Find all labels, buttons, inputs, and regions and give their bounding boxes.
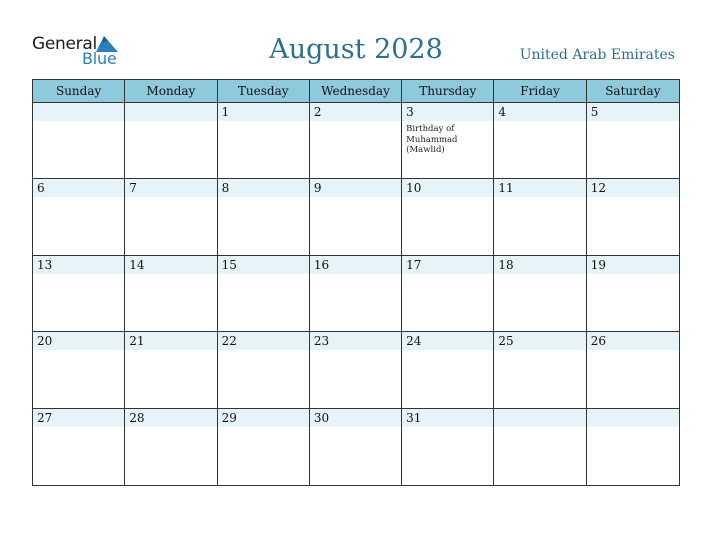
day-cell xyxy=(218,103,310,179)
day-number: 18 xyxy=(498,257,514,272)
day-cell xyxy=(310,409,402,485)
day-number-band xyxy=(310,103,401,121)
weekday-header-sunday: Sunday xyxy=(33,80,125,103)
day-cell xyxy=(33,179,125,255)
day-number: 31 xyxy=(406,410,422,425)
weekday-header-monday: Monday xyxy=(125,80,217,103)
day-cell xyxy=(587,179,679,255)
day-number: 16 xyxy=(313,257,330,272)
weekday-header-friday: Friday xyxy=(494,80,586,103)
day-number: 15 xyxy=(221,257,237,272)
day-number: 21 xyxy=(129,334,145,349)
weekday-header-tuesday: Tuesday xyxy=(218,80,310,103)
day-number-band xyxy=(587,103,679,121)
day-cell xyxy=(33,409,125,485)
day-cell xyxy=(587,409,679,485)
day-number: 8 xyxy=(221,181,230,196)
day-number: 25 xyxy=(498,334,514,349)
day-cell xyxy=(310,256,402,332)
day-cell xyxy=(218,332,310,408)
day-cell xyxy=(125,256,217,332)
day-number: 6 xyxy=(37,181,45,196)
day-cell xyxy=(587,103,679,179)
day-cell xyxy=(218,256,310,332)
day-number: 24 xyxy=(406,334,422,349)
weekday-header-saturday: Saturday xyxy=(587,80,679,103)
day-cell xyxy=(494,332,586,408)
day-number-band xyxy=(33,103,124,121)
day-number-band xyxy=(494,103,585,121)
day-number: 11 xyxy=(498,181,514,196)
day-cell xyxy=(494,103,586,179)
day-number: 26 xyxy=(590,334,606,349)
day-cell xyxy=(402,409,494,485)
calendar-title: August 2028 xyxy=(269,34,443,65)
day-number-band xyxy=(402,103,493,121)
day-cell xyxy=(33,332,125,408)
day-cell xyxy=(494,409,586,485)
day-number-band xyxy=(494,409,585,427)
day-cell xyxy=(125,332,217,408)
day-number: 27 xyxy=(37,410,53,425)
day-cell xyxy=(494,179,586,255)
day-cell xyxy=(33,103,125,179)
calendar-grid xyxy=(32,79,680,486)
day-number: 17 xyxy=(406,257,422,272)
day-cell xyxy=(125,179,217,255)
country-label: United Arab Emirates xyxy=(519,47,675,63)
logo-text-blue: Blue xyxy=(82,49,117,68)
day-cell xyxy=(587,332,679,408)
day-number: 28 xyxy=(129,410,145,425)
day-cell xyxy=(218,409,310,485)
day-number: 19 xyxy=(590,257,606,272)
day-number: 3 xyxy=(406,105,414,119)
day-number: 12 xyxy=(590,181,606,196)
day-number: 10 xyxy=(406,181,422,196)
day-number: 29 xyxy=(221,410,237,425)
day-cell xyxy=(587,256,679,332)
logo-text-general: General xyxy=(32,34,97,54)
day-cell xyxy=(402,332,494,408)
day-number: 20 xyxy=(37,334,53,349)
day-number-band xyxy=(125,103,216,121)
weekday-header-thursday: Thursday xyxy=(402,80,494,103)
day-number: 9 xyxy=(313,181,322,196)
day-cell xyxy=(218,179,310,255)
day-number: 1 xyxy=(221,105,230,119)
day-cell xyxy=(125,103,217,179)
day-cell xyxy=(310,179,402,255)
day-cell xyxy=(33,256,125,332)
day-number: 2 xyxy=(313,105,322,119)
day-number: 4 xyxy=(498,105,507,119)
day-number-band xyxy=(218,103,309,121)
day-cell xyxy=(125,409,217,485)
day-number: 14 xyxy=(129,257,145,272)
day-cell xyxy=(310,332,402,408)
day-cell xyxy=(494,256,586,332)
day-number: 5 xyxy=(590,105,599,119)
holiday-label: Birthday of Muhammad (Mawlid) xyxy=(406,124,458,155)
day-cell xyxy=(402,179,494,255)
day-number: 30 xyxy=(313,410,330,425)
day-number-band xyxy=(218,179,309,197)
weekday-header-wednesday: Wednesday xyxy=(310,80,402,103)
day-number: 13 xyxy=(37,257,53,272)
day-number-band xyxy=(587,409,679,427)
day-number: 22 xyxy=(221,334,237,349)
day-cell xyxy=(310,103,402,179)
day-cell xyxy=(402,256,494,332)
day-number-band xyxy=(310,179,401,197)
day-number-band xyxy=(33,179,124,197)
day-number: 7 xyxy=(129,181,137,196)
day-number-band xyxy=(125,179,216,197)
day-number: 23 xyxy=(313,334,330,349)
day-cell xyxy=(402,103,494,179)
